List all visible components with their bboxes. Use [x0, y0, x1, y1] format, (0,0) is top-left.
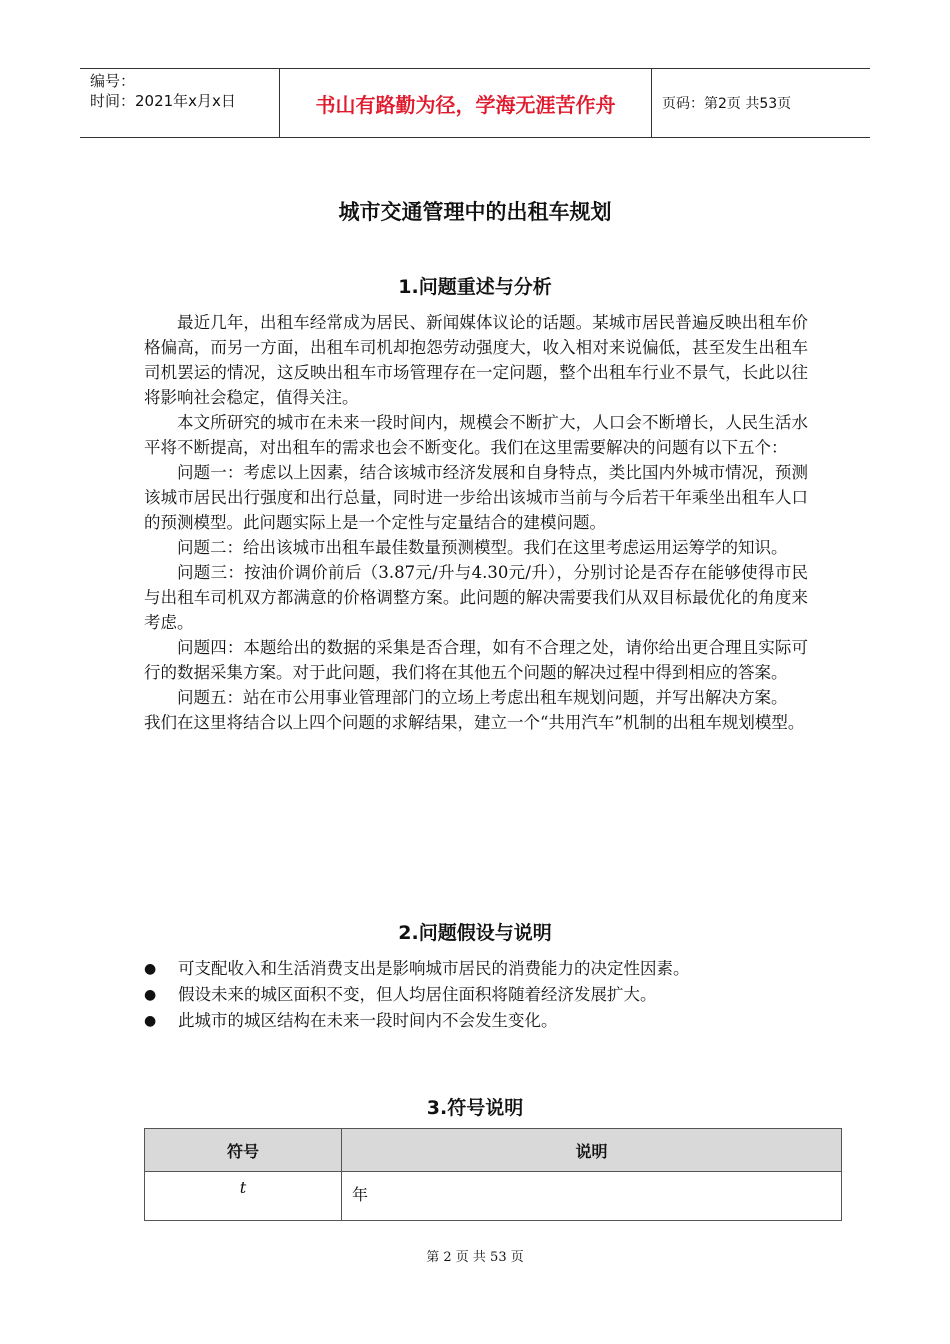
document-date: 时间：2021年x月x日 — [90, 92, 236, 110]
section-2-heading: 2.问题假设与说明 — [398, 922, 552, 944]
section-3-heading: 3.符号说明 — [426, 1097, 524, 1119]
column-header-description: 说明 — [342, 1129, 842, 1172]
section-1-body — [144, 310, 808, 735]
table-row — [145, 1172, 842, 1221]
table-header-row — [145, 1129, 842, 1172]
list-item: ● 可支配收入和生活消费支出是影响城市居民的消费能力的决定性因素。 — [144, 956, 824, 982]
list-item: ● 假设未来的城区面积不变，但人均居住面积将随着经济发展扩大。 — [144, 982, 824, 1008]
header-page-info: 页码：第2页 共53页 — [662, 96, 792, 112]
paragraph: 问题二：给出该城市出租车最佳数量预测模型。我们在这里考虑运用运筹学的知识。 — [177, 538, 788, 557]
header-motto: 书山有路勤为径，学海无涯苦作舟 — [280, 69, 652, 137]
paragraph: 问题五：站在市公用事业管理部门的立场上考虑出租车规划问题，并写出解决方案。 — [177, 688, 788, 707]
description-cell: 年 — [342, 1172, 842, 1221]
list-item: ● 此城市的城区结构在未来一段时间内不会发生变化。 — [144, 1008, 824, 1034]
paragraph: 最近几年，出租车经常成为居民、新闻媒体议论的话题。某城市居民普遍反映出租车价格偏高，而另一方面，出租车司机却抱怨劳动强度大，收入相对来说偏低，甚至发生出租车司机罢运的情况，这反映出租车市场管理存在一定问题，整个出租车行业不景气，长此以往将影响社会稳定，值得关注。 — [144, 313, 808, 407]
symbol-table — [144, 1128, 842, 1221]
column-header-symbol: 符号 — [145, 1129, 342, 1172]
document-number: 编号： — [90, 72, 136, 90]
document-title: 城市交通管理中的出租车规划 — [338, 200, 612, 224]
paragraph: 问题四：本题给出的数据的采集是否合理，如有不合理之处，请你给出更合理且实际可行的数据采集方案。对于此问题，我们将在其他五个问题的解决过程中得到相应的答案。 — [144, 638, 808, 682]
symbol-cell: t — [145, 1172, 342, 1221]
closing-paragraph: 我们在这里将结合以上四个问题的求解结果，建立一个“共用汽车”机制的出租车规划模型。 — [144, 713, 805, 732]
header-meta — [80, 69, 280, 137]
paragraph: 本文所研究的城市在未来一段时间内，规模会不断扩大，人口会不断增长，人民生活水平将不断提高，对出租车的需求也会不断变化。我们在这里需要解决的问题有以下五个： — [144, 413, 808, 457]
section-1-heading: 1.问题重述与分析 — [398, 276, 552, 298]
paragraph: 问题三：按油价调价前后（3.87元/升与4.30元/升），分别讨论是否存在能够使得市民与出租车司机双方都满意的价格调整方案。此问题的解决需要我们从双目标最优化的角度来考虑。 — [144, 563, 808, 632]
page-header — [80, 68, 870, 138]
assumption-list — [144, 956, 824, 1034]
page-footer: 第 2 页 共 53 页 — [426, 1250, 524, 1265]
paragraph: 问题一：考虑以上因素，结合该城市经济发展和自身特点，类比国内外城市情况，预测该城市居民出行强度和出行总量，同时进一步给出该城市当前与今后若干年乘坐出租车人口的预测模型。此问题实际上是一个定性与定量结合的建模问题。 — [144, 463, 808, 532]
